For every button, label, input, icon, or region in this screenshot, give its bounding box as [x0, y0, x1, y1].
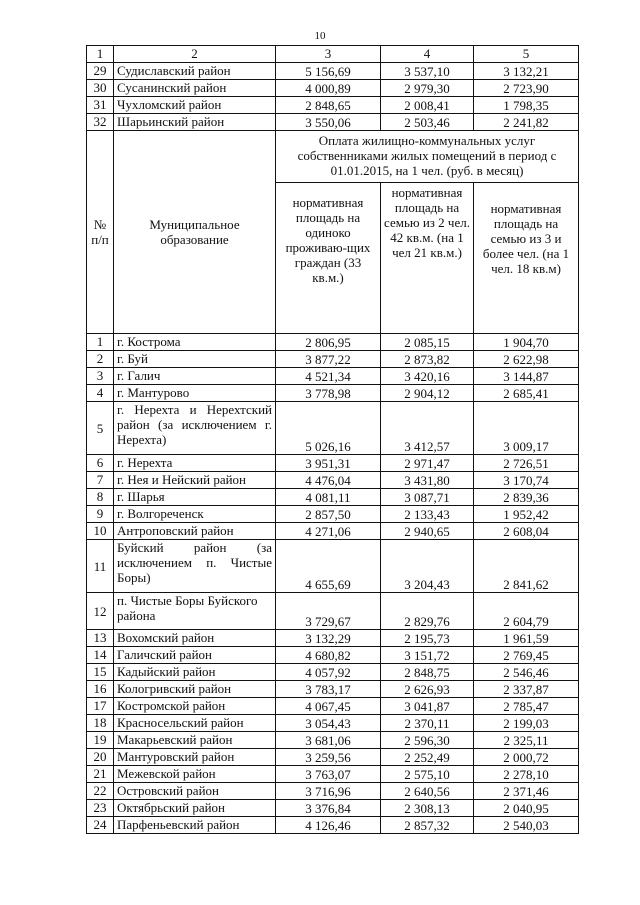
- table-row: [87, 800, 579, 817]
- value-three-plus: 2 040,95: [474, 800, 579, 817]
- municipality-name: Красносельский район: [114, 715, 276, 732]
- row-number: 22: [87, 783, 114, 800]
- municipality-name: Островский район: [114, 783, 276, 800]
- value-three-plus: 2 371,46: [474, 783, 579, 800]
- row-number: 16: [87, 681, 114, 698]
- value-single: 4 521,34: [276, 368, 381, 385]
- page-number: 10: [314, 30, 326, 42]
- municipality-name: Межевской район: [114, 766, 276, 783]
- table-row: [87, 385, 579, 402]
- value-single: 3 783,17: [276, 681, 381, 698]
- row-number: 24: [87, 817, 114, 834]
- row-number: 20: [87, 749, 114, 766]
- value-single: 4 271,06: [276, 523, 381, 540]
- municipality-name: Костромской район: [114, 698, 276, 715]
- value-three-plus: 2 785,47: [474, 698, 579, 715]
- municipality-name: Кадыйский район: [114, 664, 276, 681]
- value-single: 3 259,56: [276, 749, 381, 766]
- table-row: [87, 749, 579, 766]
- value-three-plus: 2 540,03: [474, 817, 579, 834]
- value-two-person: 2 848,75: [381, 664, 474, 681]
- col-number-3: 3: [276, 46, 381, 63]
- row-number: 31: [87, 97, 114, 114]
- row-number: 11: [87, 540, 114, 593]
- table-row: [87, 593, 579, 630]
- value-three-plus: 3 009,17: [474, 402, 579, 455]
- row-number: 32: [87, 114, 114, 131]
- value-three-plus: 2 337,87: [474, 681, 579, 698]
- municipality-name: г. Шарья: [114, 489, 276, 506]
- table-row: [87, 715, 579, 732]
- row-number: 3: [87, 368, 114, 385]
- header-municipality: Муниципальное образование: [114, 131, 276, 334]
- col-number-2: 2: [114, 46, 276, 63]
- value-two-person: 3 087,71: [381, 489, 474, 506]
- value-two-person: 3 431,80: [381, 472, 474, 489]
- table-row: [87, 766, 579, 783]
- table-row: [87, 817, 579, 834]
- value-three-plus: 2 199,03: [474, 715, 579, 732]
- row-number: 17: [87, 698, 114, 715]
- row-number: 21: [87, 766, 114, 783]
- row-number: 18: [87, 715, 114, 732]
- value-single: 2 848,65: [276, 97, 381, 114]
- row-number: 4: [87, 385, 114, 402]
- municipality-name: г. Нея и Нейский район: [114, 472, 276, 489]
- header-group-title: Оплата жилищно-коммунальных услуг собственниками жилых помещений в период с 01.01.2015, на 1 чел. (руб. в месяц): [276, 131, 579, 183]
- value-three-plus: 2 546,46: [474, 664, 579, 681]
- value-two-person: 2 252,49: [381, 749, 474, 766]
- value-two-person: 2 085,15: [381, 334, 474, 351]
- row-number: 30: [87, 80, 114, 97]
- value-single: 2 806,95: [276, 334, 381, 351]
- value-two-person: 2 873,82: [381, 351, 474, 368]
- value-single: 3 763,07: [276, 766, 381, 783]
- value-two-person: 2 904,12: [381, 385, 474, 402]
- value-single: 3 681,06: [276, 732, 381, 749]
- table-row: [87, 489, 579, 506]
- value-single: 4 081,11: [276, 489, 381, 506]
- row-number: 2: [87, 351, 114, 368]
- table-row: [87, 664, 579, 681]
- value-two-person: 2 829,76: [381, 593, 474, 630]
- table-row: [87, 732, 579, 749]
- value-two-person: 3 151,72: [381, 647, 474, 664]
- value-three-plus: 2 325,11: [474, 732, 579, 749]
- table-row: [87, 681, 579, 698]
- table-row: [87, 540, 579, 593]
- row-number: 9: [87, 506, 114, 523]
- value-single: 4 655,69: [276, 540, 381, 593]
- row-number: 12: [87, 593, 114, 630]
- value-single: 3 778,98: [276, 385, 381, 402]
- municipality-name: Кологривский район: [114, 681, 276, 698]
- value-two-person: 2 503,46: [381, 114, 474, 131]
- table-row: [87, 523, 579, 540]
- value-three-plus: 2 723,90: [474, 80, 579, 97]
- value-three-plus: 2 769,45: [474, 647, 579, 664]
- municipality-name: Сусанинский район: [114, 80, 276, 97]
- value-single: 3 376,84: [276, 800, 381, 817]
- value-three-plus: 1 798,35: [474, 97, 579, 114]
- row-number: 10: [87, 523, 114, 540]
- column-number-row: [87, 46, 579, 63]
- value-two-person: 2 308,13: [381, 800, 474, 817]
- tariff-table: [86, 45, 579, 834]
- municipality-name: Буйский район (за исключением п. Чистые Боры): [114, 540, 276, 593]
- row-number: 15: [87, 664, 114, 681]
- header-col4: нормативная площадь на семью из 2 чел. 42 кв.м. (на 1 чел 21 кв.м.): [381, 183, 474, 334]
- value-three-plus: 2 726,51: [474, 455, 579, 472]
- value-single: 3 877,22: [276, 351, 381, 368]
- municipality-name: Парфеньевский район: [114, 817, 276, 834]
- value-single: 3 729,67: [276, 593, 381, 630]
- value-two-person: 3 412,57: [381, 402, 474, 455]
- value-two-person: 2 940,65: [381, 523, 474, 540]
- row-number: 7: [87, 472, 114, 489]
- municipality-name: Чухломский район: [114, 97, 276, 114]
- value-three-plus: 3 132,21: [474, 63, 579, 80]
- value-three-plus: 3 170,74: [474, 472, 579, 489]
- value-two-person: 2 575,10: [381, 766, 474, 783]
- value-three-plus: 1 961,59: [474, 630, 579, 647]
- value-two-person: 2 370,11: [381, 715, 474, 732]
- row-number: 5: [87, 402, 114, 455]
- value-three-plus: 3 144,87: [474, 368, 579, 385]
- table-row: [87, 455, 579, 472]
- value-single: 2 857,50: [276, 506, 381, 523]
- value-single: 5 156,69: [276, 63, 381, 80]
- value-three-plus: 2 685,41: [474, 385, 579, 402]
- header-no: № п/п: [87, 131, 114, 334]
- value-two-person: 2 008,41: [381, 97, 474, 114]
- value-single: 3 951,31: [276, 455, 381, 472]
- row-number: 19: [87, 732, 114, 749]
- value-single: 3 054,43: [276, 715, 381, 732]
- row-number: 14: [87, 647, 114, 664]
- value-three-plus: 2 241,82: [474, 114, 579, 131]
- col-number-1: 1: [87, 46, 114, 63]
- value-single: 3 716,96: [276, 783, 381, 800]
- value-two-person: 3 204,43: [381, 540, 474, 593]
- municipality-name: г. Волгореченск: [114, 506, 276, 523]
- value-two-person: 2 626,93: [381, 681, 474, 698]
- table-row: [87, 114, 579, 131]
- value-single: 3 550,06: [276, 114, 381, 131]
- municipality-name: г. Кострома: [114, 334, 276, 351]
- table-row: [87, 334, 579, 351]
- table-row: [87, 472, 579, 489]
- value-two-person: 3 537,10: [381, 63, 474, 80]
- value-three-plus: 1 952,42: [474, 506, 579, 523]
- row-number: 8: [87, 489, 114, 506]
- value-two-person: 2 979,30: [381, 80, 474, 97]
- value-single: 4 067,45: [276, 698, 381, 715]
- value-two-person: 3 420,16: [381, 368, 474, 385]
- municipality-name: Судиславский район: [114, 63, 276, 80]
- table-row: [87, 647, 579, 664]
- table-row: [87, 351, 579, 368]
- table-row: [87, 506, 579, 523]
- header-col3: нормативная площадь на одиноко проживаю-щих граждан (33 кв.м.): [276, 183, 381, 334]
- municipality-name: г. Буй: [114, 351, 276, 368]
- municipality-name: г. Галич: [114, 368, 276, 385]
- value-three-plus: 2 622,98: [474, 351, 579, 368]
- col-number-4: 4: [381, 46, 474, 63]
- value-two-person: 3 041,87: [381, 698, 474, 715]
- value-single: 4 476,04: [276, 472, 381, 489]
- table-row: [87, 783, 579, 800]
- municipality-name: г. Нерехта: [114, 455, 276, 472]
- table-row: [87, 698, 579, 715]
- value-single: 4 057,92: [276, 664, 381, 681]
- table-row: [87, 630, 579, 647]
- value-three-plus: 2 278,10: [474, 766, 579, 783]
- row-number: 13: [87, 630, 114, 647]
- col-number-5: 5: [474, 46, 579, 63]
- header-col5: нормативная площадь на семью из 3 и более чел. (на 1 чел. 18 кв.м): [474, 183, 579, 334]
- value-three-plus: 2 839,36: [474, 489, 579, 506]
- municipality-name: Вохомский район: [114, 630, 276, 647]
- row-number: 6: [87, 455, 114, 472]
- table-row: [87, 402, 579, 455]
- municipality-name: Галичский район: [114, 647, 276, 664]
- value-two-person: 2 195,73: [381, 630, 474, 647]
- value-three-plus: 1 904,70: [474, 334, 579, 351]
- municipality-name: г. Нерехта и Нерехтский район (за исключением г. Нерехта): [114, 402, 276, 455]
- table-row: [87, 63, 579, 80]
- municipality-name: Макарьевский район: [114, 732, 276, 749]
- value-two-person: 2 640,56: [381, 783, 474, 800]
- municipality-name: г. Мантурово: [114, 385, 276, 402]
- value-three-plus: 2 608,04: [474, 523, 579, 540]
- table-row: [87, 368, 579, 385]
- value-two-person: 2 857,32: [381, 817, 474, 834]
- value-single: 4 680,82: [276, 647, 381, 664]
- value-three-plus: 2 604,79: [474, 593, 579, 630]
- value-single: 3 132,29: [276, 630, 381, 647]
- value-single: 4 000,89: [276, 80, 381, 97]
- municipality-name: Октябрьский район: [114, 800, 276, 817]
- value-three-plus: 2 841,62: [474, 540, 579, 593]
- value-single: 5 026,16: [276, 402, 381, 455]
- header-row-group: [87, 131, 579, 183]
- municipality-name: Шарьинский район: [114, 114, 276, 131]
- value-three-plus: 2 000,72: [474, 749, 579, 766]
- municipality-name: Антроповский район: [114, 523, 276, 540]
- row-number: 23: [87, 800, 114, 817]
- value-two-person: 2 596,30: [381, 732, 474, 749]
- row-number: 29: [87, 63, 114, 80]
- value-two-person: 2 971,47: [381, 455, 474, 472]
- municipality-name: п. Чистые Боры Буйского района: [114, 593, 276, 630]
- table-row: [87, 97, 579, 114]
- value-two-person: 2 133,43: [381, 506, 474, 523]
- value-single: 4 126,46: [276, 817, 381, 834]
- municipality-name: Мантуровский район: [114, 749, 276, 766]
- row-number: 1: [87, 334, 114, 351]
- table-row: [87, 80, 579, 97]
